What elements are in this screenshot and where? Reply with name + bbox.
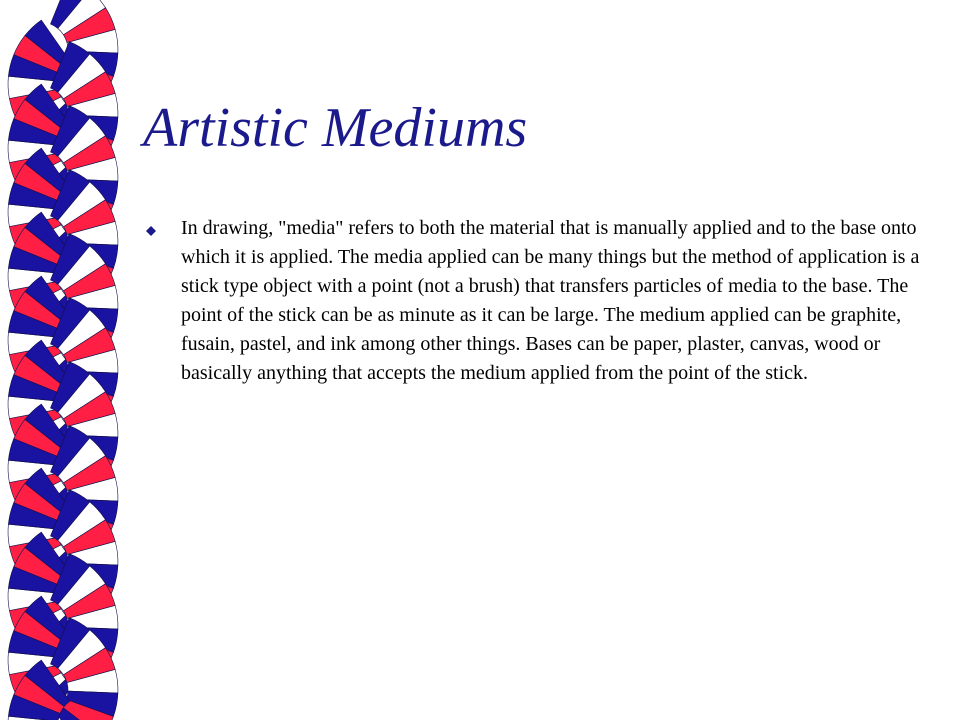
fan-ribbon-border (0, 0, 130, 720)
diamond-bullet-icon (146, 214, 181, 241)
bullet-item (146, 214, 946, 388)
bullet-list (146, 214, 946, 388)
bullet-text: In drawing, "media" refers to both the material that is manually applied and to the base onto which it is applied. The media applied can be many things but the method of application is a stick type object with a point (not a brush) that transfers particles of media to the base. The point of the stick can be as minute as it can be large. The medium applied can be graphite, fusain, pastel, and ink among other things. Bases can be paper, plaster, canvas, wood or basically anything that accepts the medium applied from the point of the stick. (181, 217, 920, 384)
slide-title: Artistic Mediums (143, 97, 528, 159)
